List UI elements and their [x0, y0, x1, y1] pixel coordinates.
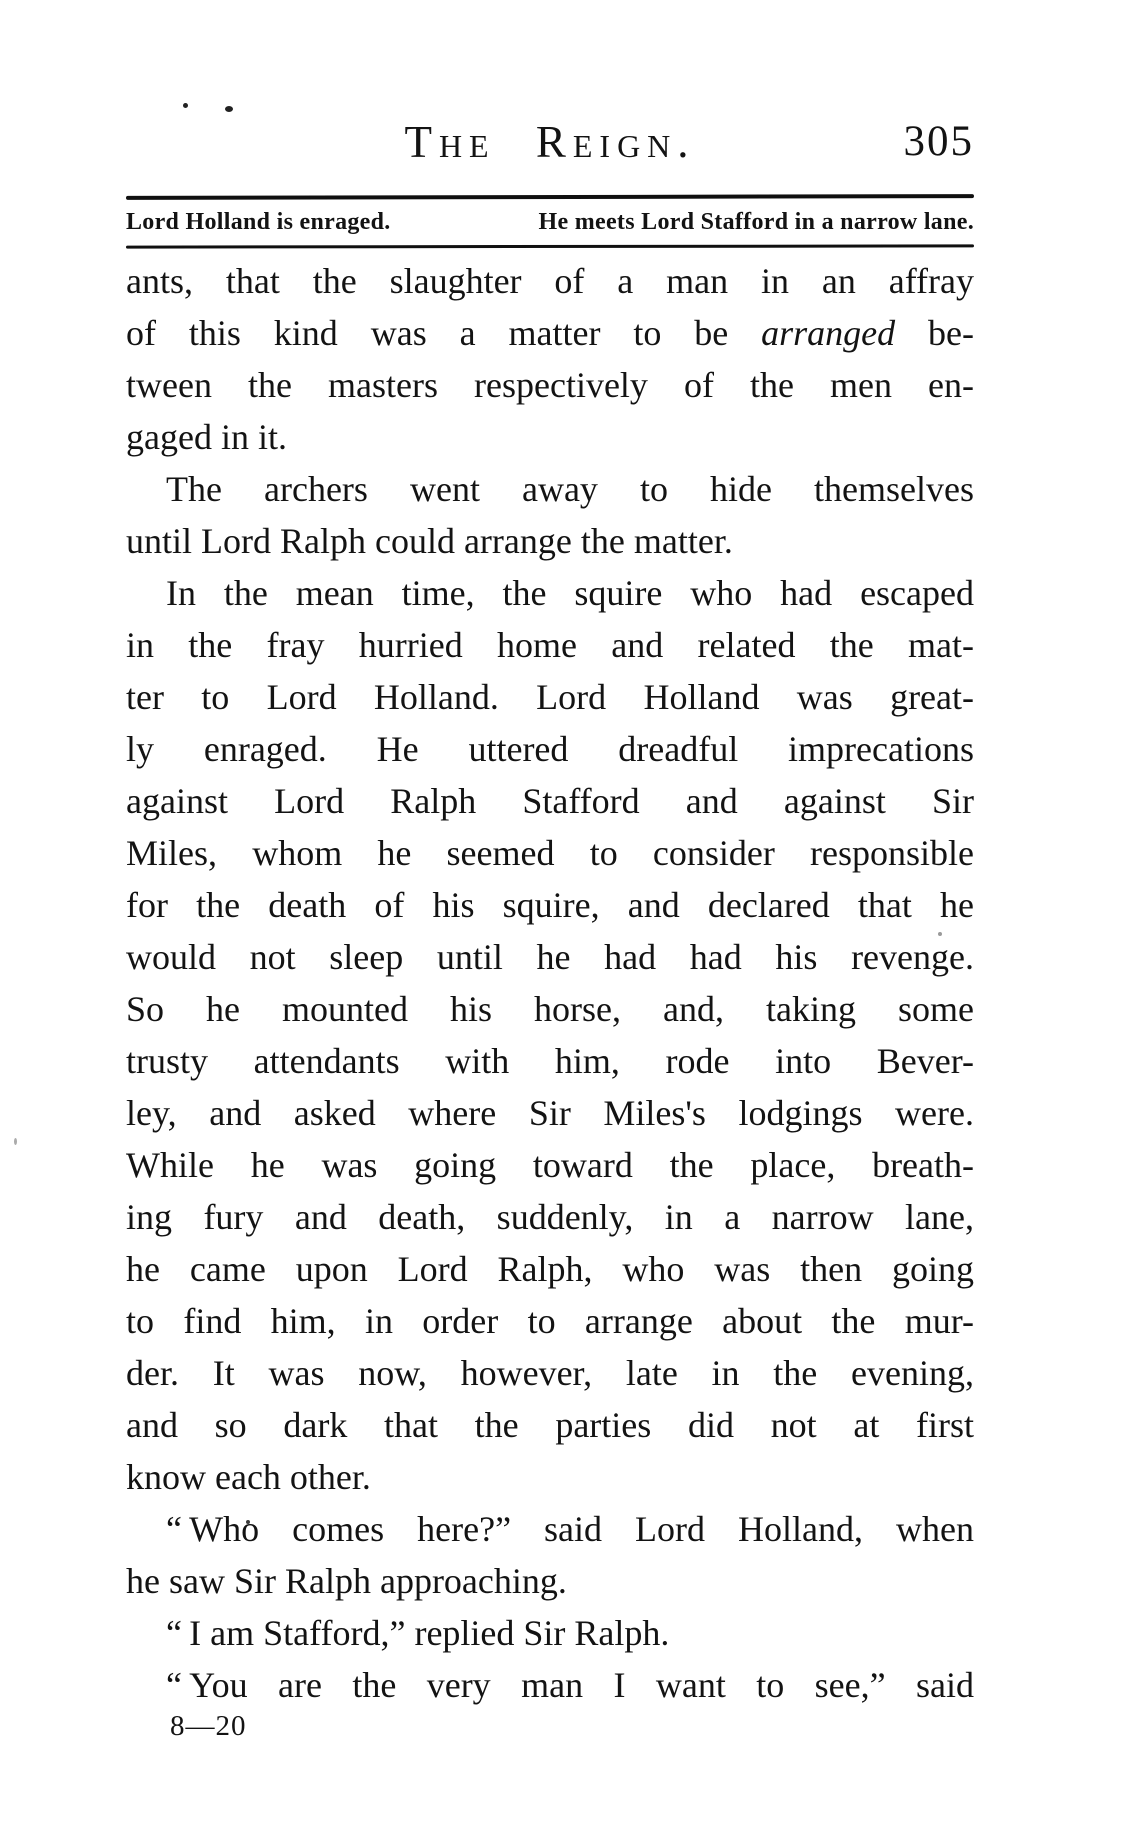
- body-line: [126, 671, 974, 723]
- body-text-segment: in the fray hurried home and related the mat-: [126, 625, 974, 665]
- body-line: [126, 1035, 974, 1087]
- body-text-segment: In the mean time, the squire who had escaped: [166, 573, 974, 613]
- body-text-segment: to find him, in order to arrange about the mur-: [126, 1301, 974, 1341]
- text-column: [126, 0, 974, 1741]
- body-text-segment: ly enraged. He uttered dreadful imprecations: [126, 729, 974, 769]
- header-rule-bottom: [126, 244, 974, 248]
- body-line: [126, 619, 974, 671]
- body-line: [126, 1399, 974, 1451]
- body-line: [126, 1503, 974, 1555]
- body-text-segment: tween the masters respectively of the men en-: [126, 365, 974, 405]
- body-line: [126, 515, 974, 567]
- body-line: [126, 1607, 974, 1659]
- body-text-segment: and so dark that the parties did not at first: [126, 1405, 974, 1445]
- page-header: [126, 116, 974, 168]
- body-text-segment: “ Who comes here?” said Lord Holland, when: [166, 1509, 974, 1549]
- body-line: [126, 1139, 974, 1191]
- body-text-segment: ley, and asked where Sir Miles's lodgings were.: [126, 1093, 974, 1133]
- scan-speck: [14, 1138, 17, 1145]
- body-line: [126, 463, 974, 515]
- body-text-segment: ing fury and death, suddenly, in a narrow lane,: [126, 1197, 974, 1237]
- body-line: [126, 1451, 974, 1503]
- body-line: [126, 1659, 974, 1711]
- chapter-summary-row: [126, 207, 974, 237]
- body-text-segment: of this kind was a matter to be: [126, 313, 762, 353]
- body-line: [126, 1295, 974, 1347]
- body-line: [126, 827, 974, 879]
- body-text-segment: The archers went away to hide themselves: [166, 469, 974, 509]
- body-text-segment: would not sleep until he had had his revenge.: [126, 937, 974, 977]
- body-line: [126, 1347, 974, 1399]
- body-text-segment: gaged in it.: [126, 417, 287, 457]
- body-text-segment: ants, that the slaughter of a man in an affray: [126, 261, 974, 301]
- body-line: [126, 1087, 974, 1139]
- body-line: [126, 931, 974, 983]
- body-text-segment: ter to Lord Holland. Lord Holland was great-: [126, 677, 974, 717]
- body-line: [126, 879, 974, 931]
- body-text-segment: know each other.: [126, 1457, 371, 1497]
- body-line: [126, 1555, 974, 1607]
- body-line: [126, 723, 974, 775]
- body-text-segment: trusty attendants with him, rode into Bever-: [126, 1041, 974, 1081]
- header-rule-top: [126, 194, 974, 200]
- body-line: [126, 1243, 974, 1295]
- body-line: [126, 255, 974, 307]
- body-text-segment: for the death of his squire, and declared that he: [126, 885, 974, 925]
- page-number: 305: [903, 118, 974, 165]
- body-text-segment: against Lord Ralph Stafford and against Sir: [126, 781, 974, 821]
- body-text-segment: So he mounted his horse, and, taking some: [126, 989, 974, 1029]
- summary-left: Lord Holland is enraged.: [126, 209, 391, 235]
- body-line: [126, 775, 974, 827]
- running-title: The Reign.: [404, 117, 696, 167]
- body-line: [126, 359, 974, 411]
- body-line: [126, 307, 974, 359]
- body-text-segment: der. It was now, however, late in the evening,: [126, 1353, 974, 1393]
- body-text-segment: While he was going toward the place, breath-: [126, 1145, 974, 1185]
- body-text-segment: he came upon Lord Ralph, who was then going: [126, 1249, 974, 1289]
- body-line: [126, 411, 974, 463]
- body-text-segment: Miles, whom he seemed to consider responsible: [126, 833, 974, 873]
- italic-text: arranged: [761, 313, 896, 353]
- body-text-segment: “ I am Stafford,” replied Sir Ralph.: [166, 1613, 670, 1653]
- body-line: [126, 567, 974, 619]
- signature-mark: 8—20: [170, 1710, 247, 1742]
- body-text-segment: he saw Sir Ralph approaching.: [126, 1561, 567, 1601]
- body-text: [126, 255, 974, 1711]
- body-line: [126, 1191, 974, 1243]
- body-text-segment: be-: [895, 313, 974, 353]
- summary-right: He meets Lord Stafford in a narrow lane.: [538, 209, 974, 235]
- body-text-segment: until Lord Ralph could arrange the matter.: [126, 521, 733, 561]
- body-line: [126, 983, 974, 1035]
- body-text-segment: “ You are the very man I want to see,” said: [166, 1665, 974, 1705]
